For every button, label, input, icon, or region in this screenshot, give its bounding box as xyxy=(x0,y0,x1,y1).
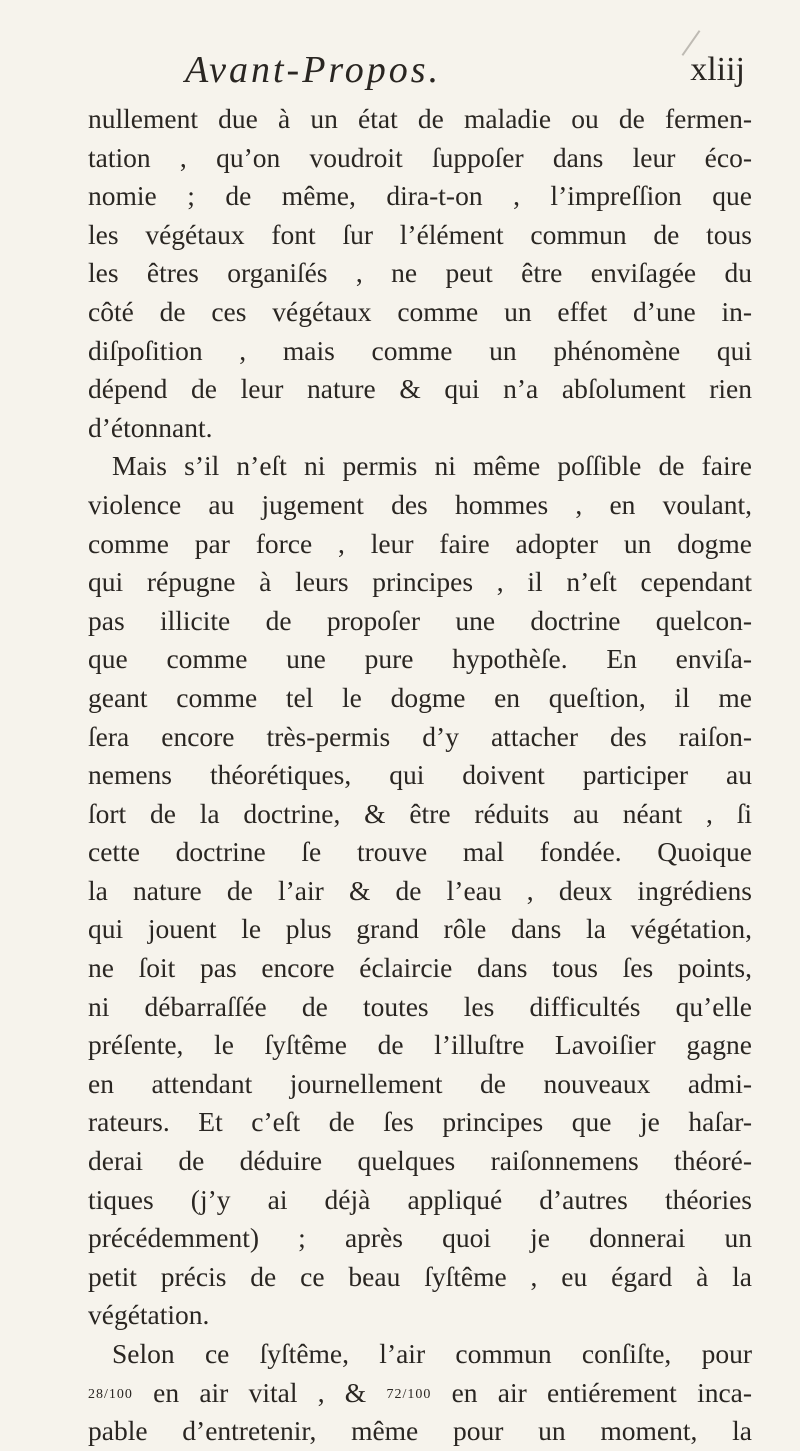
fraction: 28/100 xyxy=(88,1386,133,1402)
text-fragment: en air vital , & xyxy=(153,1376,367,1408)
text-line: précédemment) ; après quoi je donnerai un xyxy=(88,1222,752,1254)
text-line-with-fractions xyxy=(88,1374,752,1413)
text-line: les végétaux font ſur l’élément commun de tous xyxy=(88,218,752,250)
text-line: geant comme tel le dogme en queſtion, il me xyxy=(88,681,752,713)
text-line: nullement due à un état de maladie ou de fermen- xyxy=(88,103,752,134)
text-line: Mais s’il n’eſt ni permis ni même poſſible de faire xyxy=(112,450,752,482)
text-line: comme par force , leur faire adopter un dogme xyxy=(88,527,752,559)
body-text xyxy=(88,100,752,1451)
text-line: nemens théorétiques, qui doivent participer au xyxy=(88,759,752,791)
text-line: côté de ces végétaux comme un effet d’une in- xyxy=(88,295,752,327)
text-line: petit précis de ce beau ſyſtême , eu égard à la xyxy=(88,1260,752,1292)
text-line: violence au jugement des hommes , en voulant, xyxy=(88,488,752,520)
text-line: rateurs. Et c’eſt de ſes principes que je haſar- xyxy=(88,1106,752,1138)
text-line: qui répugne à leurs principes , il n’eſt cependant xyxy=(88,566,752,598)
text-line: derai de déduire quelques raiſonnemens théoré- xyxy=(88,1145,752,1177)
text-line: végétation. xyxy=(88,1299,210,1331)
page-number: xliij xyxy=(690,51,745,88)
text-line: ſera encore très-permis d’y attacher des raiſon- xyxy=(88,720,752,752)
text-line: tiques (j’y ai déjà appliqué d’autres théories xyxy=(88,1183,752,1215)
text-line: la nature de l’air & de l’eau , deux ingrédiens xyxy=(88,874,752,906)
text-line: ſort de la doctrine, & être réduits au néant , ſi xyxy=(88,797,752,829)
text-line: ne ſoit pas encore éclaircie dans tous ſes points, xyxy=(88,952,752,984)
text-line: qui jouent le plus grand rôle dans la végétation, xyxy=(88,913,752,945)
text-line: Selon ce ſyſtême, l’air commun conſiſte, pour xyxy=(112,1338,752,1369)
text-line: les êtres organiſés , ne peut être enviſagée du xyxy=(88,257,752,289)
text-line: que comme une pure hypothèſe. En enviſa- xyxy=(88,643,752,675)
text-line: tation , qu’on voudroit ſuppoſer dans leur éco- xyxy=(88,141,752,173)
text-line: nomie ; de même, dira-t-on , l’impreſſion que xyxy=(88,180,752,212)
text-line: en attendant journellement de nouveaux admi- xyxy=(88,1067,752,1099)
page-header xyxy=(185,48,745,92)
text-line: ni débarraſſée de toutes les difficultés qu’elle xyxy=(88,990,752,1022)
running-title: Avant-Propos. xyxy=(185,49,442,91)
fraction: 72/100 xyxy=(386,1386,432,1402)
text-line: diſpoſition , mais comme un phénomène qui xyxy=(88,334,752,366)
text-line: pas illicite de propoſer une doctrine quelcon- xyxy=(88,604,752,636)
text-line: cette doctrine ſe trouve mal fondée. Quoique xyxy=(88,836,752,868)
text-line: préſente, le ſyſtême de l’illuſtre Lavoiſier gagne xyxy=(88,1029,752,1061)
text-fragment: en air entiérement inca- xyxy=(451,1376,752,1408)
text-line: d’étonnant. xyxy=(88,411,213,443)
text-line: pable d’entretenir, même pour un moment, la xyxy=(88,1415,752,1447)
text-line: dépend de leur nature & qui n’a abſolument rien xyxy=(88,373,752,405)
